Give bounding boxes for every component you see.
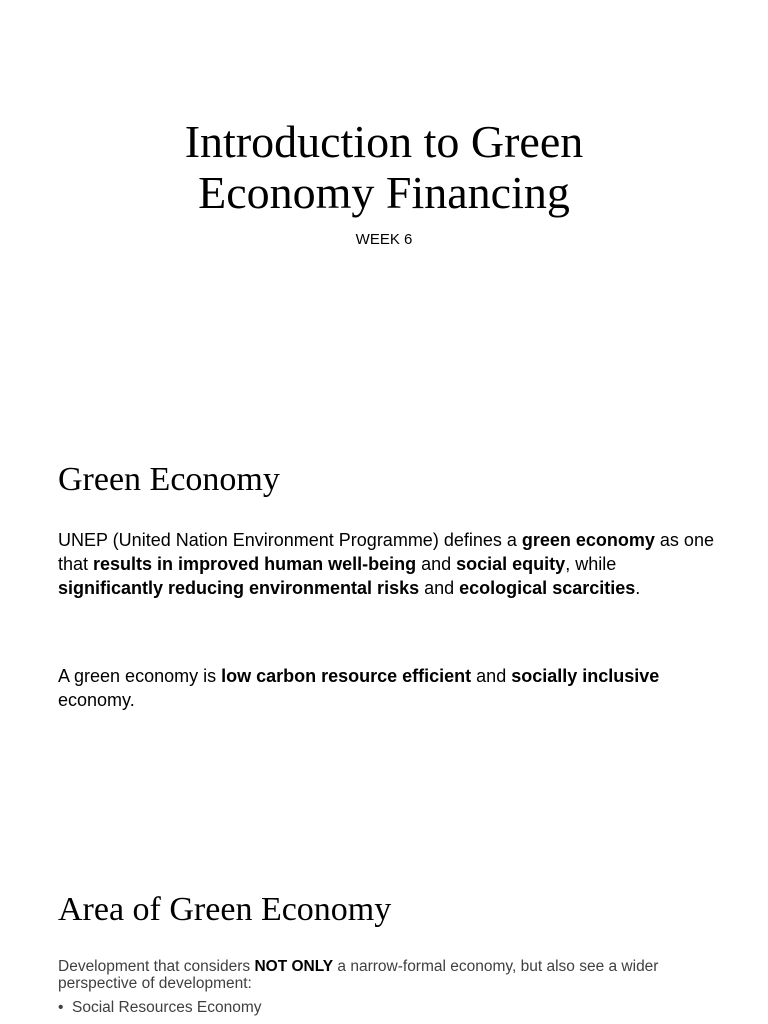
bold-text-run: significantly reducing environmental risks — [58, 578, 420, 598]
presentation-title — [0, 116, 768, 218]
title-line-1: Introduction to Green — [184, 116, 584, 167]
area-bullet-list — [58, 998, 262, 1018]
presentation-subtitle: WEEK 6 — [355, 231, 413, 248]
bold-text-run: ecological scarcities — [459, 578, 636, 598]
bullet-marker: • — [58, 999, 64, 1016]
slide-heading: Area of Green Economy — [58, 891, 392, 928]
list-item — [58, 998, 262, 1018]
area-of-green-economy-slide — [0, 864, 768, 1024]
bold-text-run: social equity — [456, 554, 566, 574]
unep-definition-paragraph — [58, 528, 718, 600]
bold-text-run: NOT ONLY — [254, 958, 334, 975]
text-run: . — [635, 578, 641, 598]
title-line-2: Economy Financing — [198, 167, 570, 218]
text-run: and — [419, 578, 460, 598]
list-item-text: Social Resources Economy — [72, 999, 262, 1016]
text-run: , while — [565, 554, 617, 574]
text-run: and — [471, 666, 512, 686]
text-run: a narrow-formal economy, but also see a wider perspective of development: — [58, 958, 659, 992]
development-intro-paragraph — [58, 958, 698, 992]
bold-text-run: results in improved human well-being — [93, 554, 417, 574]
text-run: as one that — [58, 530, 714, 574]
text-run: UNEP (United Nation Environment Programme) defines a — [58, 530, 522, 550]
bold-text-run: green economy — [521, 530, 655, 550]
text-run: and — [416, 554, 457, 574]
bold-text-run: low carbon resource efficient — [221, 666, 472, 686]
text-run: economy. — [58, 690, 135, 710]
green-economy-slide — [0, 432, 768, 864]
text-run: A green economy is — [58, 666, 222, 686]
green-economy-summary-paragraph — [58, 664, 718, 712]
slide-heading: Green Economy — [58, 461, 280, 498]
bold-text-run: socially inclusive — [511, 666, 660, 686]
title-slide — [0, 0, 768, 432]
text-run: Development that considers — [58, 958, 255, 975]
